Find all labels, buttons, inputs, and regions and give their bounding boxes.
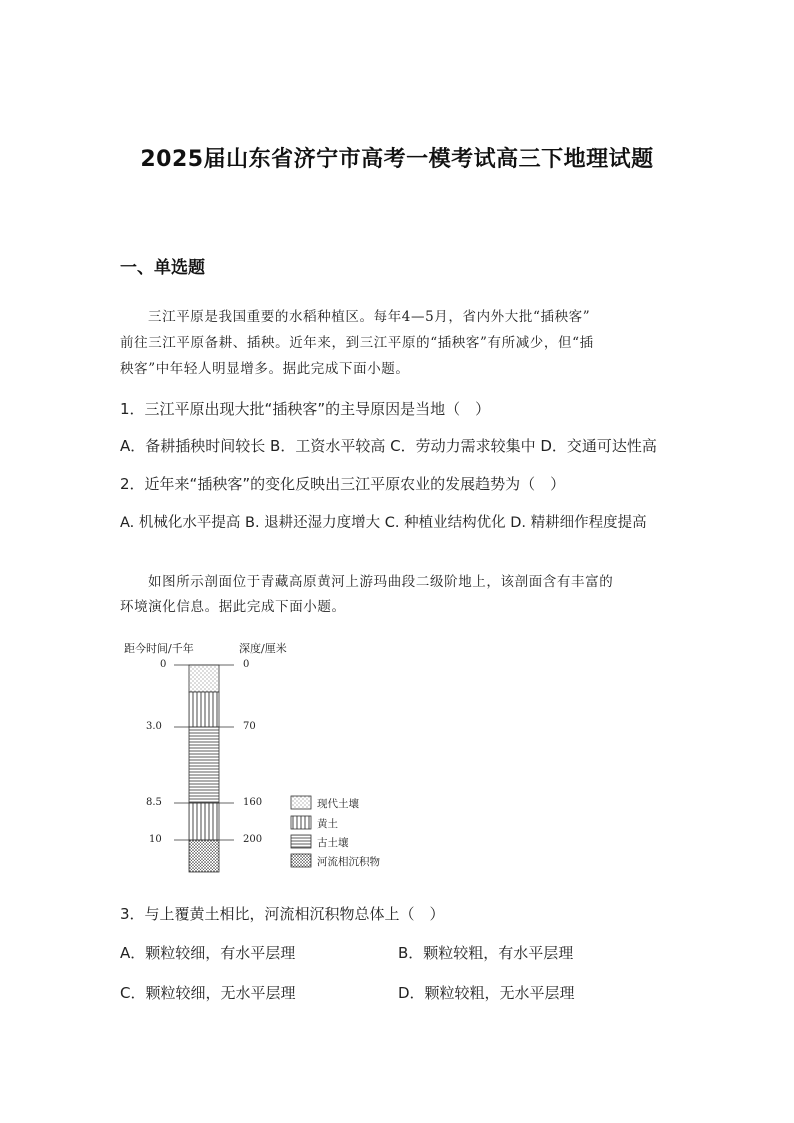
question-1-stem: 1．三江平原出现大批“插秧客”的主导原因是当地（ ） [120,400,491,418]
layer-modern-soil [189,665,219,692]
layer-loess-upper [189,692,219,727]
legend-swatch-fluvial [291,854,311,867]
question-3-option-c: C．颗粒较细，无水平层理 [120,984,296,1002]
material2-line-1: 如图所示剖面位于青藏高原黄河上游玛曲段二级阶地上，该剖面含有丰富的 [148,574,614,590]
section-heading: 一、单选题 [120,258,205,278]
legend-label-paleosol: 古土壤 [317,837,349,849]
legend-label-fluvial: 河流相沉积物 [317,856,380,868]
layer-fluvial-deposits [189,840,219,872]
depth-tick-0: 0 [243,659,250,670]
depth-tick-70: 70 [243,721,256,732]
legend-swatch-paleosol [291,835,311,848]
question-3-option-b: B．颗粒较粗，有水平层理 [398,944,574,962]
time-tick-8-5: 8.5 [146,797,162,808]
time-tick-3-0: 3.0 [146,721,162,732]
time-tick-10: 10 [149,834,162,845]
figure-right-header: 深度/厘米 [239,642,287,655]
question-1-options: A．备耕插秧时间较长 B．工资水平较高 C．劳动力需求较集中 D．交通可达性高 [120,437,657,455]
question-2-options: A. 机械化水平提高 B. 退耕还湿力度增大 C. 种植业结构优化 D. 精耕细作程度提高 [120,515,647,531]
question-3-stem: 3．与上覆黄土相比，河流相沉积物总体上（ ） [120,905,445,923]
legend-swatch-modern-soil [291,796,311,809]
figure-left-header: 距今时间/千年 [124,642,194,655]
legend-label-loess: 黄土 [317,818,338,830]
layer-loess-lower [189,803,219,840]
question-3-option-a: A．颗粒较细，有水平层理 [120,944,296,962]
depth-tick-200: 200 [243,834,263,845]
layer-paleosol [189,727,219,803]
material1-line-2: 前往三江平原备耕、插秧。近年来，到三江平原的“插秧客”有所减少，但“插 [120,335,594,351]
depth-tick-160: 160 [243,797,263,808]
legend-swatch-loess [291,816,311,829]
material2-line-2: 环境演化信息。据此完成下面小题。 [120,599,346,615]
material1-line-3: 秧客”中年轻人明显增多。据此完成下面小题。 [120,361,410,377]
page-title: 2025届山东省济宁市高考一模考试高三下地理试题 [140,147,654,172]
material1-line-1: 三江平原是我国重要的水稻种植区。每年4—5月，省内外大批“插秧客” [148,309,591,325]
question-2-stem: 2．近年来“插秧客”的变化反映出三江平原农业的发展趋势为（ ） [120,475,566,493]
legend-label-modern-soil: 现代土壤 [317,798,359,810]
time-tick-0: 0 [160,659,167,670]
question-3-option-d: D．颗粒较粗，无水平层理 [398,984,575,1002]
